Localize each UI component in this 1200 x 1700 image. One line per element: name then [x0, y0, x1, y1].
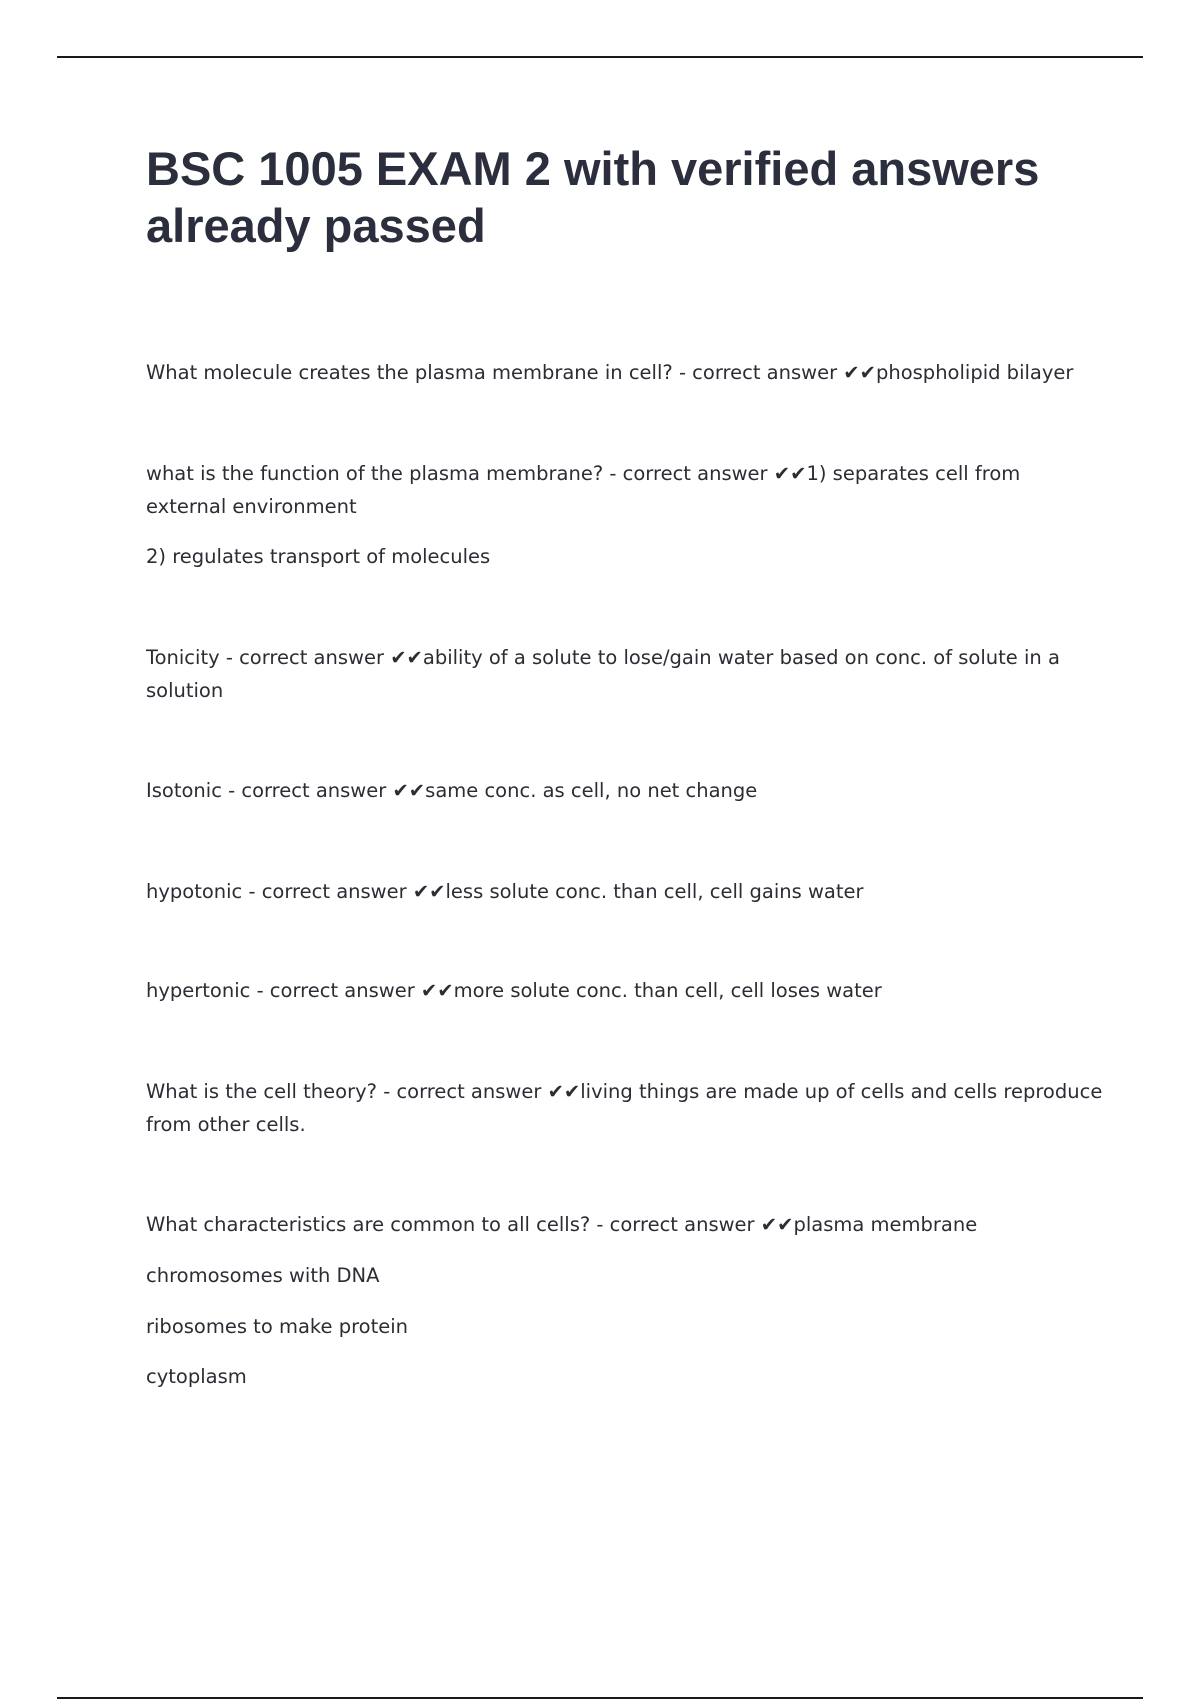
answer-text: ability of a solute to lose/gain water based on conc. of solute in a solution	[146, 646, 1060, 702]
answer-text: less solute conc. than cell, cell gains water	[445, 880, 864, 903]
qa-item-6	[146, 974, 1106, 1007]
answer-separator: - correct answer	[219, 646, 391, 669]
check-mark-icon: ✔✔	[760, 1213, 794, 1236]
answer-continuation-line: ribosomes to make protein	[146, 1315, 409, 1338]
question-text: What is the cell theory?	[146, 1080, 378, 1103]
qa-item-5	[146, 875, 1106, 908]
answer-text: plasma membrane	[793, 1213, 978, 1236]
qa-item-3	[146, 641, 1106, 707]
qa-item-2	[146, 457, 1106, 523]
check-mark-icon: ✔✔	[390, 646, 423, 669]
document-title: BSC 1005 EXAM 2 with verified answers already passed	[146, 142, 1040, 252]
qa-item-8	[146, 1208, 1106, 1241]
answer-separator: - correct answer	[221, 779, 393, 802]
answer-separator: - correct answer	[242, 880, 413, 903]
check-mark-icon: ✔✔	[420, 979, 454, 1002]
question-text: Tonicity	[146, 646, 220, 669]
answer-text: phospholipid bilayer	[875, 361, 1074, 384]
question-text: hypertonic	[146, 979, 251, 1002]
qa-item-1	[146, 356, 1106, 389]
answer-text: same conc. as cell, no net change	[425, 779, 758, 802]
answer-separator: - correct answer	[377, 1080, 548, 1103]
qa-item-4	[146, 774, 1106, 807]
answer-continuation-line: chromosomes with DNA	[146, 1264, 380, 1287]
check-mark-icon: ✔✔	[773, 462, 807, 485]
question-text: hypotonic	[146, 880, 243, 903]
check-mark-icon: ✔✔	[843, 361, 876, 384]
check-mark-icon: ✔✔	[392, 779, 426, 802]
answer-separator: - correct answer	[672, 361, 844, 384]
top-rule	[57, 56, 1143, 58]
answer-separator: - correct answer	[250, 979, 421, 1002]
question-text: what is the function of the plasma membrane?	[146, 462, 604, 485]
question-text: What molecule creates the plasma membrane in cell?	[146, 361, 673, 384]
answer-separator: - correct answer	[590, 1213, 761, 1236]
answer-text: 1) separates cell from external environment	[146, 462, 1021, 518]
answer-continuation-line: cytoplasm	[146, 1365, 247, 1388]
answer-text: living things are made up of cells and cells reproduce from other cells.	[146, 1080, 1103, 1136]
answer-continuation-line: 2) regulates transport of molecules	[146, 545, 491, 568]
answer-separator: - correct answer	[603, 462, 774, 485]
bottom-rule	[57, 1697, 1143, 1699]
check-mark-icon: ✔✔	[412, 880, 446, 903]
answer-text: more solute conc. than cell, cell loses water	[453, 979, 882, 1002]
question-text: Isotonic	[146, 779, 222, 802]
check-mark-icon: ✔✔	[547, 1080, 581, 1103]
question-text: What characteristics are common to all cells?	[146, 1213, 591, 1236]
qa-item-7	[146, 1075, 1106, 1141]
